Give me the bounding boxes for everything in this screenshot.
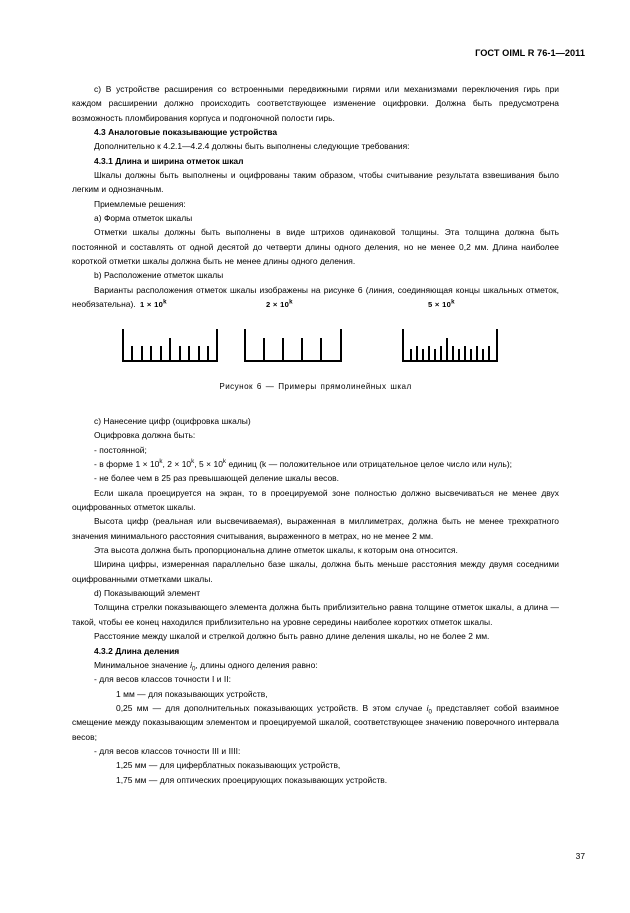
- scale-tick: [179, 346, 181, 360]
- scale-tick: [422, 349, 424, 360]
- form-text-c: , 5 × 10: [194, 459, 223, 470]
- form-text-b: , 2 × 10: [162, 459, 192, 470]
- scale-tick: [160, 346, 162, 360]
- scale-tick: [402, 329, 404, 360]
- min-value-text-b: , длины одного деления равно:: [195, 659, 318, 670]
- paragraph-pointer-thickness: Толщина стрелки показывающего элемента должна быть приблизительно равна толщине отметок шкалы, а длина — такой, чтобы ее конец находился приблизительно на уровне середины наиболее коротких отметок шкалы.: [72, 602, 559, 627]
- document-body-lower: [72, 414, 559, 787]
- form-text-d: единиц (k — положительное или отрицательное целое число или нуль);: [226, 459, 512, 470]
- paragraph-item-a-shape: a) Форма отметок шкалы: [94, 213, 193, 224]
- scale-tick: [340, 329, 342, 360]
- scale-tick: [320, 338, 322, 360]
- heading-4-3-1: 4.3.1 Длина и ширина отметок шкал: [94, 155, 244, 166]
- scale-label-2-exponent: k: [289, 298, 293, 306]
- scale-tick: [458, 349, 460, 360]
- scale-baseline-3: [402, 360, 498, 362]
- paragraph-additional-requirements: Дополнительно к 4.2.1—4.2.4 должны быть выполнены следующие требования:: [94, 141, 410, 152]
- scale-tick: [482, 349, 484, 360]
- scale-drawing-1: [122, 322, 218, 362]
- scale-label-1-exponent: k: [163, 298, 167, 306]
- form-exp-3: k: [222, 458, 226, 466]
- form-exp-1: k: [159, 458, 163, 466]
- paragraph-minimum-value: [72, 658, 559, 672]
- paragraph-175mm-optical: 1,75 мм — для оптических проецирующих показывающих устройств.: [116, 774, 388, 785]
- paragraph-scale-readability: Шкалы должны быть выполнены и оцифрованы таким образом, чтобы считывание результата взвешивания было легким и однозначным.: [72, 170, 559, 195]
- scale-tick: [488, 346, 490, 360]
- page-number: 37: [575, 851, 585, 861]
- paragraph-form-powers: [72, 457, 559, 471]
- scale-label-1-base: 1 × 10: [140, 300, 164, 309]
- scale-tick: [216, 329, 218, 360]
- scale-drawing-3: [402, 322, 498, 362]
- paragraph-height-proportional: Эта высота должна быть пропорциональна длине отметок шкалы, к которым она относится.: [94, 545, 458, 556]
- scale-baseline-2: [244, 360, 342, 362]
- paragraph-class-iii-iiii: - для весов классов точности III и IIII:: [94, 745, 241, 756]
- scale-tick: [244, 329, 246, 360]
- paragraph-figure-reference: Варианты расположения отметок шкалы изображены на рисунке 6 (линия, соединяющая концы шкальных отметок, необязательна).: [72, 284, 559, 310]
- scale-tick: [188, 346, 190, 360]
- paragraph-digit-height: Высота цифр (реальная или высвечиваемая), выраженная в миллиметрах, должна быть не менее трехкратного значения минимального расстояния считывания, выраженного в метрах, но не менее 2 мм.: [72, 516, 559, 541]
- paragraph-25-times: - не более чем в 25 раз превышающей деление шкалы весов.: [94, 473, 339, 484]
- scale-tick: [150, 346, 152, 360]
- scale-tick: [141, 346, 143, 360]
- scale-tick: [207, 346, 209, 360]
- aux-text-a: 0,25 мм — для дополнительных показывающих устройств. В этом случае: [116, 702, 427, 713]
- scale-tick: [131, 346, 133, 360]
- scale-tick: [122, 329, 124, 360]
- scale-tick: [440, 346, 442, 360]
- min-value-symbol: i: [190, 659, 192, 670]
- paragraph-pointer-distance: Расстояние между шкалой и стрелкой должно быть равно длине деления шкалы, но не более 2 мм.: [94, 631, 490, 642]
- scale-label-2: [266, 300, 293, 309]
- heading-4-3: 4.3 Аналоговые показывающие устройства: [94, 127, 278, 138]
- paragraph-acceptable-solutions: Приемлемые решения:: [94, 198, 186, 209]
- paragraph-1mm-indicating: 1 мм — для показывающих устройств,: [116, 688, 268, 699]
- scale-tick: [416, 346, 418, 360]
- document-body: [72, 82, 559, 312]
- page-header: ГОСТ OIML R 76-1—2011: [475, 48, 585, 58]
- scale-tick: [452, 346, 454, 360]
- scale-tick: [198, 346, 200, 360]
- paragraph-mark-thickness: Отметки шкалы должны быть выполнены в виде штрихов одинаковой толщины. Эта толщина должна быть постоянной и составлять от одной десятой до четверти длины одного деления, но не менее 0,2 мм. Длина наиболее короткой отметки шкалы должна быть не менее длины одного деления.: [72, 227, 559, 267]
- scale-baseline-1: [122, 360, 218, 362]
- scale-tick: [301, 338, 303, 360]
- paragraph-item-c-numbering: c) Нанесение цифр (оцифровка шкалы): [94, 416, 251, 426]
- min-value-subscript: 0: [191, 665, 196, 673]
- paragraph-item-d-indicator: d) Показывающий элемент: [94, 588, 201, 599]
- scale-tick: [169, 338, 171, 360]
- scale-tick: [446, 338, 448, 360]
- paragraph-digit-width: Ширина цифры, измеренная параллельно базе шкалы, должна быть меньше расстояния между двумя соседними оцифрованными отметками шкалы.: [72, 559, 559, 584]
- scale-tick: [496, 329, 498, 360]
- aux-subscript: 0: [428, 708, 432, 716]
- min-value-text-a: Минимальное значение: [94, 659, 191, 670]
- form-exp-2: k: [191, 458, 195, 466]
- paragraph-projected-screen: Если шкала проецируется на экран, то в проецируемой зоне полностью должно высвечиваться не менее двух оцифрованных отметок шкалы.: [72, 487, 559, 513]
- scale-tick: [263, 338, 265, 360]
- scale-tick: [470, 349, 472, 360]
- paragraph-125mm-dial: 1,25 мм — для циферблатных показывающих устройств,: [116, 760, 341, 771]
- scale-label-3-exponent: k: [451, 298, 455, 306]
- paragraph-class-i-ii: - для весов классов точности I и II:: [94, 674, 231, 685]
- paragraph-025mm-auxiliary: [72, 701, 559, 744]
- figure-6: [72, 300, 559, 400]
- paragraph-item-b-arrangement: b) Расположение отметок шкалы: [94, 270, 224, 281]
- scale-tick: [282, 338, 284, 360]
- scale-tick: [428, 346, 430, 360]
- scale-drawing-2: [244, 322, 342, 362]
- aux-text-b: представляет собой взаимное смещение между показывающим элементом и проецируемой шкалой, соответствующее значению поверочного интервала весов;: [72, 702, 559, 742]
- paragraph-numbering-must-be: Оцифровка должна быть:: [94, 430, 196, 441]
- scale-label-1: [140, 300, 167, 309]
- scale-tick: [476, 346, 478, 360]
- scale-tick: [464, 346, 466, 360]
- scale-tick: [434, 349, 436, 360]
- heading-4-3-2: 4.3.2 Длина деления: [94, 645, 180, 656]
- scale-label-3-base: 5 × 10: [428, 300, 452, 309]
- paragraph-constant: - постоянной;: [94, 444, 147, 455]
- scale-label-3: [428, 300, 455, 309]
- scale-label-2-base: 2 × 10: [266, 300, 290, 309]
- paragraph-c-extension: c) В устройстве расширения со встроенными передвижными гирями или механизмами переключения гирь при каждом расширении должно происходить соответствующее изменение оцифровки. Должна быть предусмотрена возможность пломбирования корпуса и подгоночной полости гирь.: [72, 84, 559, 123]
- aux-symbol: i: [426, 702, 429, 713]
- scale-tick: [410, 349, 412, 360]
- form-text-a: - в форме 1 × 10: [94, 459, 160, 470]
- figure-caption: Рисунок 6 — Примеры прямолинейных шкал: [219, 382, 412, 391]
